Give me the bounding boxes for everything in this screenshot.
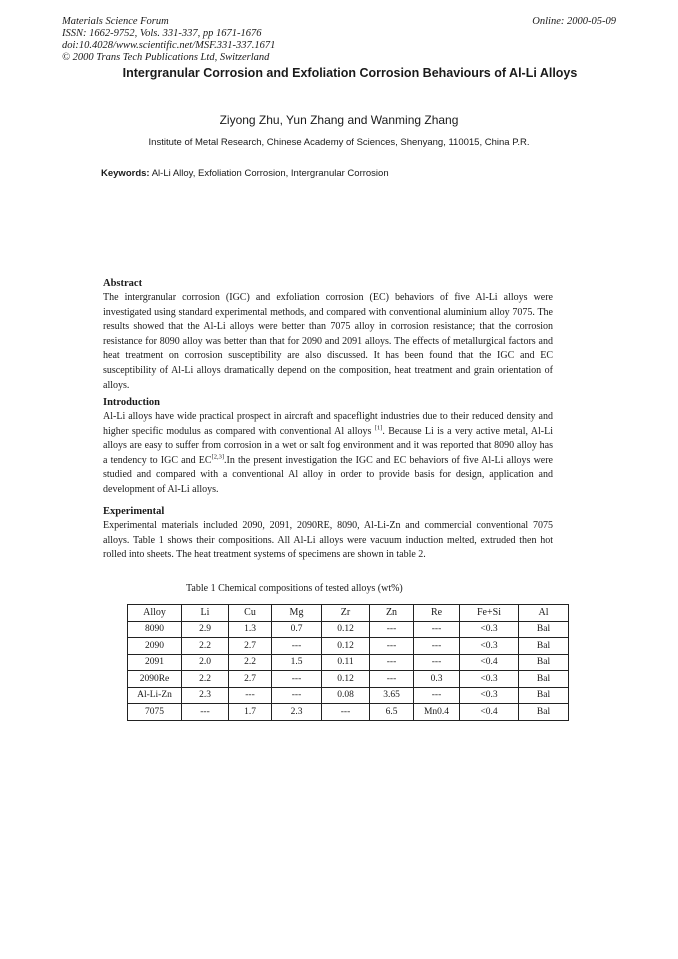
table-cell: 0.08	[322, 687, 370, 704]
citation-ref-1: [1]	[374, 424, 383, 432]
table-cell: 0.12	[322, 621, 370, 638]
table-cell: <0.4	[460, 704, 519, 721]
affiliation: Institute of Metal Research, Chinese Academy of Sciences, Shenyang, 110015, China P.R.	[148, 137, 530, 148]
table-cell: 0.12	[322, 638, 370, 655]
table-cell: ---	[414, 621, 460, 638]
table-cell: 6.5	[370, 704, 414, 721]
authors: Ziyong Zhu, Yun Zhang and Wanming Zhang	[219, 113, 459, 127]
experimental-text: Experimental materials included 2090, 2091, 2090RE, 8090, Al-Li-Zn and commercial conventional 7075 alloys. Table 1 shows their compositions. All Al-Li alloys were vacuum induction melted, extruded then hot rolled into sheets. The heat treatment systems of specimens are shown in table 2.	[103, 520, 553, 561]
table-cell: <0.4	[460, 654, 519, 671]
table-cell: 2.0	[182, 654, 229, 671]
introduction-text-part1: Al-Li alloys have wide practical prospect in aircraft and spaceflight industries due to their reduced density and higher specific modulus as compared with conventional Al alloys	[103, 411, 553, 437]
table-caption: Table 1 Chemical compositions of tested alloys (wt%)	[186, 583, 403, 594]
table-row	[128, 654, 569, 671]
table-cell: ---	[414, 687, 460, 704]
table-cell: Bal	[519, 704, 569, 721]
table-cell: 2090	[128, 638, 182, 655]
table-cell: Bal	[519, 638, 569, 655]
keywords-label: Keywords:	[101, 168, 150, 179]
table-row	[128, 621, 569, 638]
table-cell: 0.7	[272, 621, 322, 638]
table-cell: 2.7	[229, 671, 272, 688]
table-cell: 0.3	[414, 671, 460, 688]
table-header-cell: Mg	[272, 605, 322, 622]
abstract-text: The intergranular corrosion (IGC) and exfoliation corrosion (EC) behaviors of five Al-Li alloys were investigated using standard experimental methods, and compared with conventional aluminium alloy 7075. The results showed that the Al-Li alloys were better than 7075 alloy in corrosion resistance; that the corrosion resistance for 8090 alloy was better than that for 2090 and 2091 alloys. The effects of metallurgical factors and heat treatment on corrosion susceptibility are also discussed. It has been found that the IGC and EC susceptibility of Al-Li alloys dramatically depend on the composition, heat treatment and grain orientation of alloys.	[103, 292, 553, 391]
table-cell: 2.7	[229, 638, 272, 655]
table-header-cell: Cu	[229, 605, 272, 622]
citation-ref-2-3: [2,3]	[211, 453, 224, 461]
table-header-cell: Re	[414, 605, 460, 622]
table-cell: ---	[414, 654, 460, 671]
table-cell: Bal	[519, 654, 569, 671]
experimental-heading: Experimental	[103, 506, 165, 517]
table-cell: 1.5	[272, 654, 322, 671]
table-cell: ---	[370, 654, 414, 671]
abstract-section	[103, 277, 553, 393]
table-cell: 2.9	[182, 621, 229, 638]
table-cell: <0.3	[460, 621, 519, 638]
table-cell: ---	[229, 687, 272, 704]
table-cell: Mn0.4	[414, 704, 460, 721]
introduction-text-part2: . Because Li is a very active metal, Al-Li alloys are easy to suffer from corrosion in a wet or salt fog environment and it was reported that 8090 alloy has a tendency to IGC and EC	[103, 425, 554, 466]
table-header-cell: Alloy	[128, 605, 182, 622]
table-row	[128, 671, 569, 688]
table-cell: 1.7	[229, 704, 272, 721]
keywords	[101, 168, 389, 179]
introduction-section	[103, 396, 553, 498]
table-cell: <0.3	[460, 638, 519, 655]
table-row	[128, 638, 569, 655]
table-cell: 2.2	[229, 654, 272, 671]
table-cell: <0.3	[460, 671, 519, 688]
composition-table	[127, 604, 569, 721]
paper-title: Intergranular Corrosion and Exfoliation Corrosion Behaviours of Al-Li Alloys	[122, 66, 578, 80]
table-header-cell: Zn	[370, 605, 414, 622]
table-cell: 7075	[128, 704, 182, 721]
table-cell: ---	[182, 704, 229, 721]
online-date: Online: 2000-05-09	[532, 16, 616, 27]
table-header-cell: Zr	[322, 605, 370, 622]
table-cell: ---	[272, 638, 322, 655]
table-cell: ---	[272, 671, 322, 688]
table-cell: Bal	[519, 687, 569, 704]
table-header-row	[128, 605, 569, 622]
table-cell: 2090Re	[128, 671, 182, 688]
introduction-text	[103, 410, 553, 498]
abstract-heading: Abstract	[103, 278, 143, 289]
table-cell: 3.65	[370, 687, 414, 704]
copyright-line: © 2000 Trans Tech Publications Ltd, Switzerland	[62, 52, 270, 63]
keywords-text: Al-Li Alloy, Exfoliation Corrosion, Intergranular Corrosion	[151, 168, 389, 179]
table-cell: ---	[272, 687, 322, 704]
table-row	[128, 704, 569, 721]
introduction-text-part3: .In the present investigation the IGC and EC behaviors of five Al-Li alloys were studied and compared with a conventional Al alloy in order to provide basis for design, application and development of Al-Li alloys.	[103, 454, 553, 495]
table-cell: 8090	[128, 621, 182, 638]
table-cell: Bal	[519, 671, 569, 688]
table-cell: 0.11	[322, 654, 370, 671]
table-cell: ---	[370, 621, 414, 638]
table-header-cell: Al	[519, 605, 569, 622]
table-cell: Bal	[519, 621, 569, 638]
table-cell: 2.2	[182, 671, 229, 688]
table-header-cell: Fe+Si	[460, 605, 519, 622]
journal-name: Materials Science Forum	[62, 16, 169, 27]
table-cell: 0.12	[322, 671, 370, 688]
table-header-cell: Li	[182, 605, 229, 622]
running-header	[62, 16, 275, 64]
table-row	[128, 687, 569, 704]
table-cell: 2.2	[182, 638, 229, 655]
table-cell: 2.3	[272, 704, 322, 721]
table-cell: 2091	[128, 654, 182, 671]
doi-line: doi:10.4028/www.scientific.net/MSF.331-337.1671	[62, 40, 276, 51]
table-cell: 1.3	[229, 621, 272, 638]
table-cell: 2.3	[182, 687, 229, 704]
introduction-heading: Introduction	[103, 397, 160, 408]
table-cell: <0.3	[460, 687, 519, 704]
issn-line: ISSN: 1662-9752, Vols. 331-337, pp 1671-1676	[62, 28, 262, 39]
table-cell: ---	[370, 638, 414, 655]
table-cell: Al-Li-Zn	[128, 687, 182, 704]
table-cell: ---	[414, 638, 460, 655]
table-cell: ---	[322, 704, 370, 721]
table-cell: ---	[370, 671, 414, 688]
experimental-section	[103, 505, 553, 563]
